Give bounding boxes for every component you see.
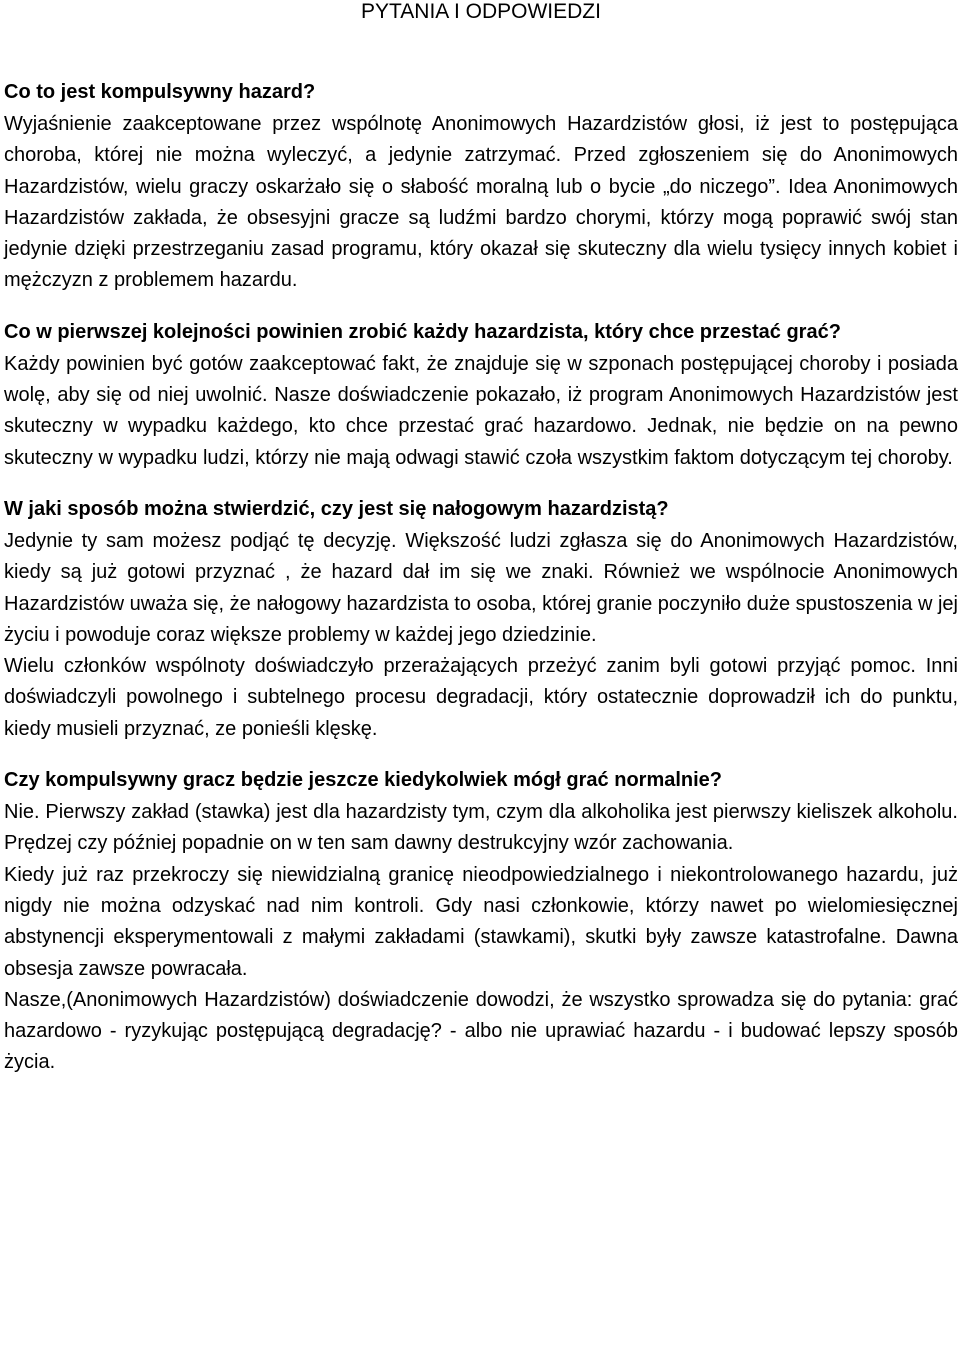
section-heading: Co to jest kompulsywny hazard? (4, 81, 316, 103)
paragraph: Jedynie ty sam możesz podjąć tę decyzję. Większość ludzi zgłasza się do Anonimowych Hazardzistów, kiedy są już gotowi przyznać , że hazard dał im się we znaki. Również we wspólnocie Anonimowych Hazardzistów uważa się, że nałogowy hazardzista to osoba, której granie poczyniło duże spustoszenia w jej życiu i powoduje coraz większe problemy w każdej jego dziedzinie. (4, 529, 958, 646)
section-how-to-tell (4, 494, 958, 745)
section-spacer (4, 745, 958, 765)
paragraph: Nasze,(Anonimowych Hazardzistów) doświadczenie dowodzi, że wszystko sprowadza się do pytania: grać hazardowo - ryzykując postępującą degradację? - albo nie uprawiać hazardu - i budować lepszy sposób życia. (4, 988, 958, 1074)
document-title: PYTANIA I ODPOWIEDZI (361, 0, 601, 23)
section-spacer (4, 297, 958, 317)
section-compulsive-gambling (4, 77, 958, 297)
section-play-normally (4, 765, 958, 1079)
section-heading: W jaki sposób można stwierdzić, czy jest się nałogowym hazardzistą? (4, 497, 669, 520)
title-spacer (4, 24, 958, 77)
section-heading: Czy kompulsywny gracz będzie jeszcze kiedykolwiek mógł grać normalnie? (4, 769, 723, 792)
paragraph: Wielu członków wspólnoty doświadczyło przerażających przeżyć zanim byli gotowi przyjąć pomoc. Inni doświadczyli powolnego i subtelnego procesu degradacji, który ostatecznie doprowadził ich do punktu, kiedy musieli przyznać, ze ponieśli klęskę. (4, 655, 958, 740)
paragraph: Nie. Pierwszy zakład (stawka) jest dla hazardzisty tym, czym dla alkoholika jest pierwszy kieliszek alkoholu. Prędzej czy później popadnie on w ten sam dawny destrukcyjny wzór zachowania. (4, 801, 958, 855)
section-first-step (4, 317, 958, 474)
paragraph: Każdy powinien być gotów zaakceptować fakt, że znajduje się w szponach postępującej choroby i posiada wolę, aby się od niej uwolnić. Nasze doświadczenie pokazało, iż program Anonimowych Hazardzistów jest skuteczny w wypadku każdego, kto chce przestać grać hazardowo. Jednak, nie będzie on na pewno skuteczny w wypadku ludzi, którzy nie mają odwagi stawić czoła wszystkim faktom dotyczącym tej choroby. (4, 352, 958, 469)
section-heading: Co w pierwszej kolejności powinien zrobić każdy hazardzista, który chce przestać grać? (4, 320, 841, 343)
paragraph: Wyjaśnienie zaakceptowane przez wspólnotę Anonimowych Hazardzistów głosi, iż jest to postępująca choroba, której nie można wyleczyć, a jedynie zatrzymać. Przed zgłoszeniem się do Anonimowych Hazardzistów, wielu graczy oskarżało się o słabość moralną lub o bycie „do niczego”. Idea Anonimowych Hazardzistów zakłada, że obsesyjni gracze są ludźmi bardzo chorymi, którzy mogą poprawić swój stan jedynie dzięki przestrzeganiu zasad programu, który okazał się skuteczny dla wielu tysięcy innych kobiet i mężczyzn z problemem hazardu. (4, 113, 958, 292)
section-spacer (4, 474, 958, 494)
paragraph: Kiedy już raz przekroczy się niewidzialną granicę nieodpowiedzialnego i niekontrolowanego hazardu, już nigdy nie można odzyskać nad nim kontroli. Gdy nasi członkowie, którzy nawet po wielomiesięcznej abstynencji eksperymentowali z małymi zakładami (stawkami), skutki były zawsze katastrofalne. Dawna obsesja zawsze powracała. (4, 863, 958, 980)
